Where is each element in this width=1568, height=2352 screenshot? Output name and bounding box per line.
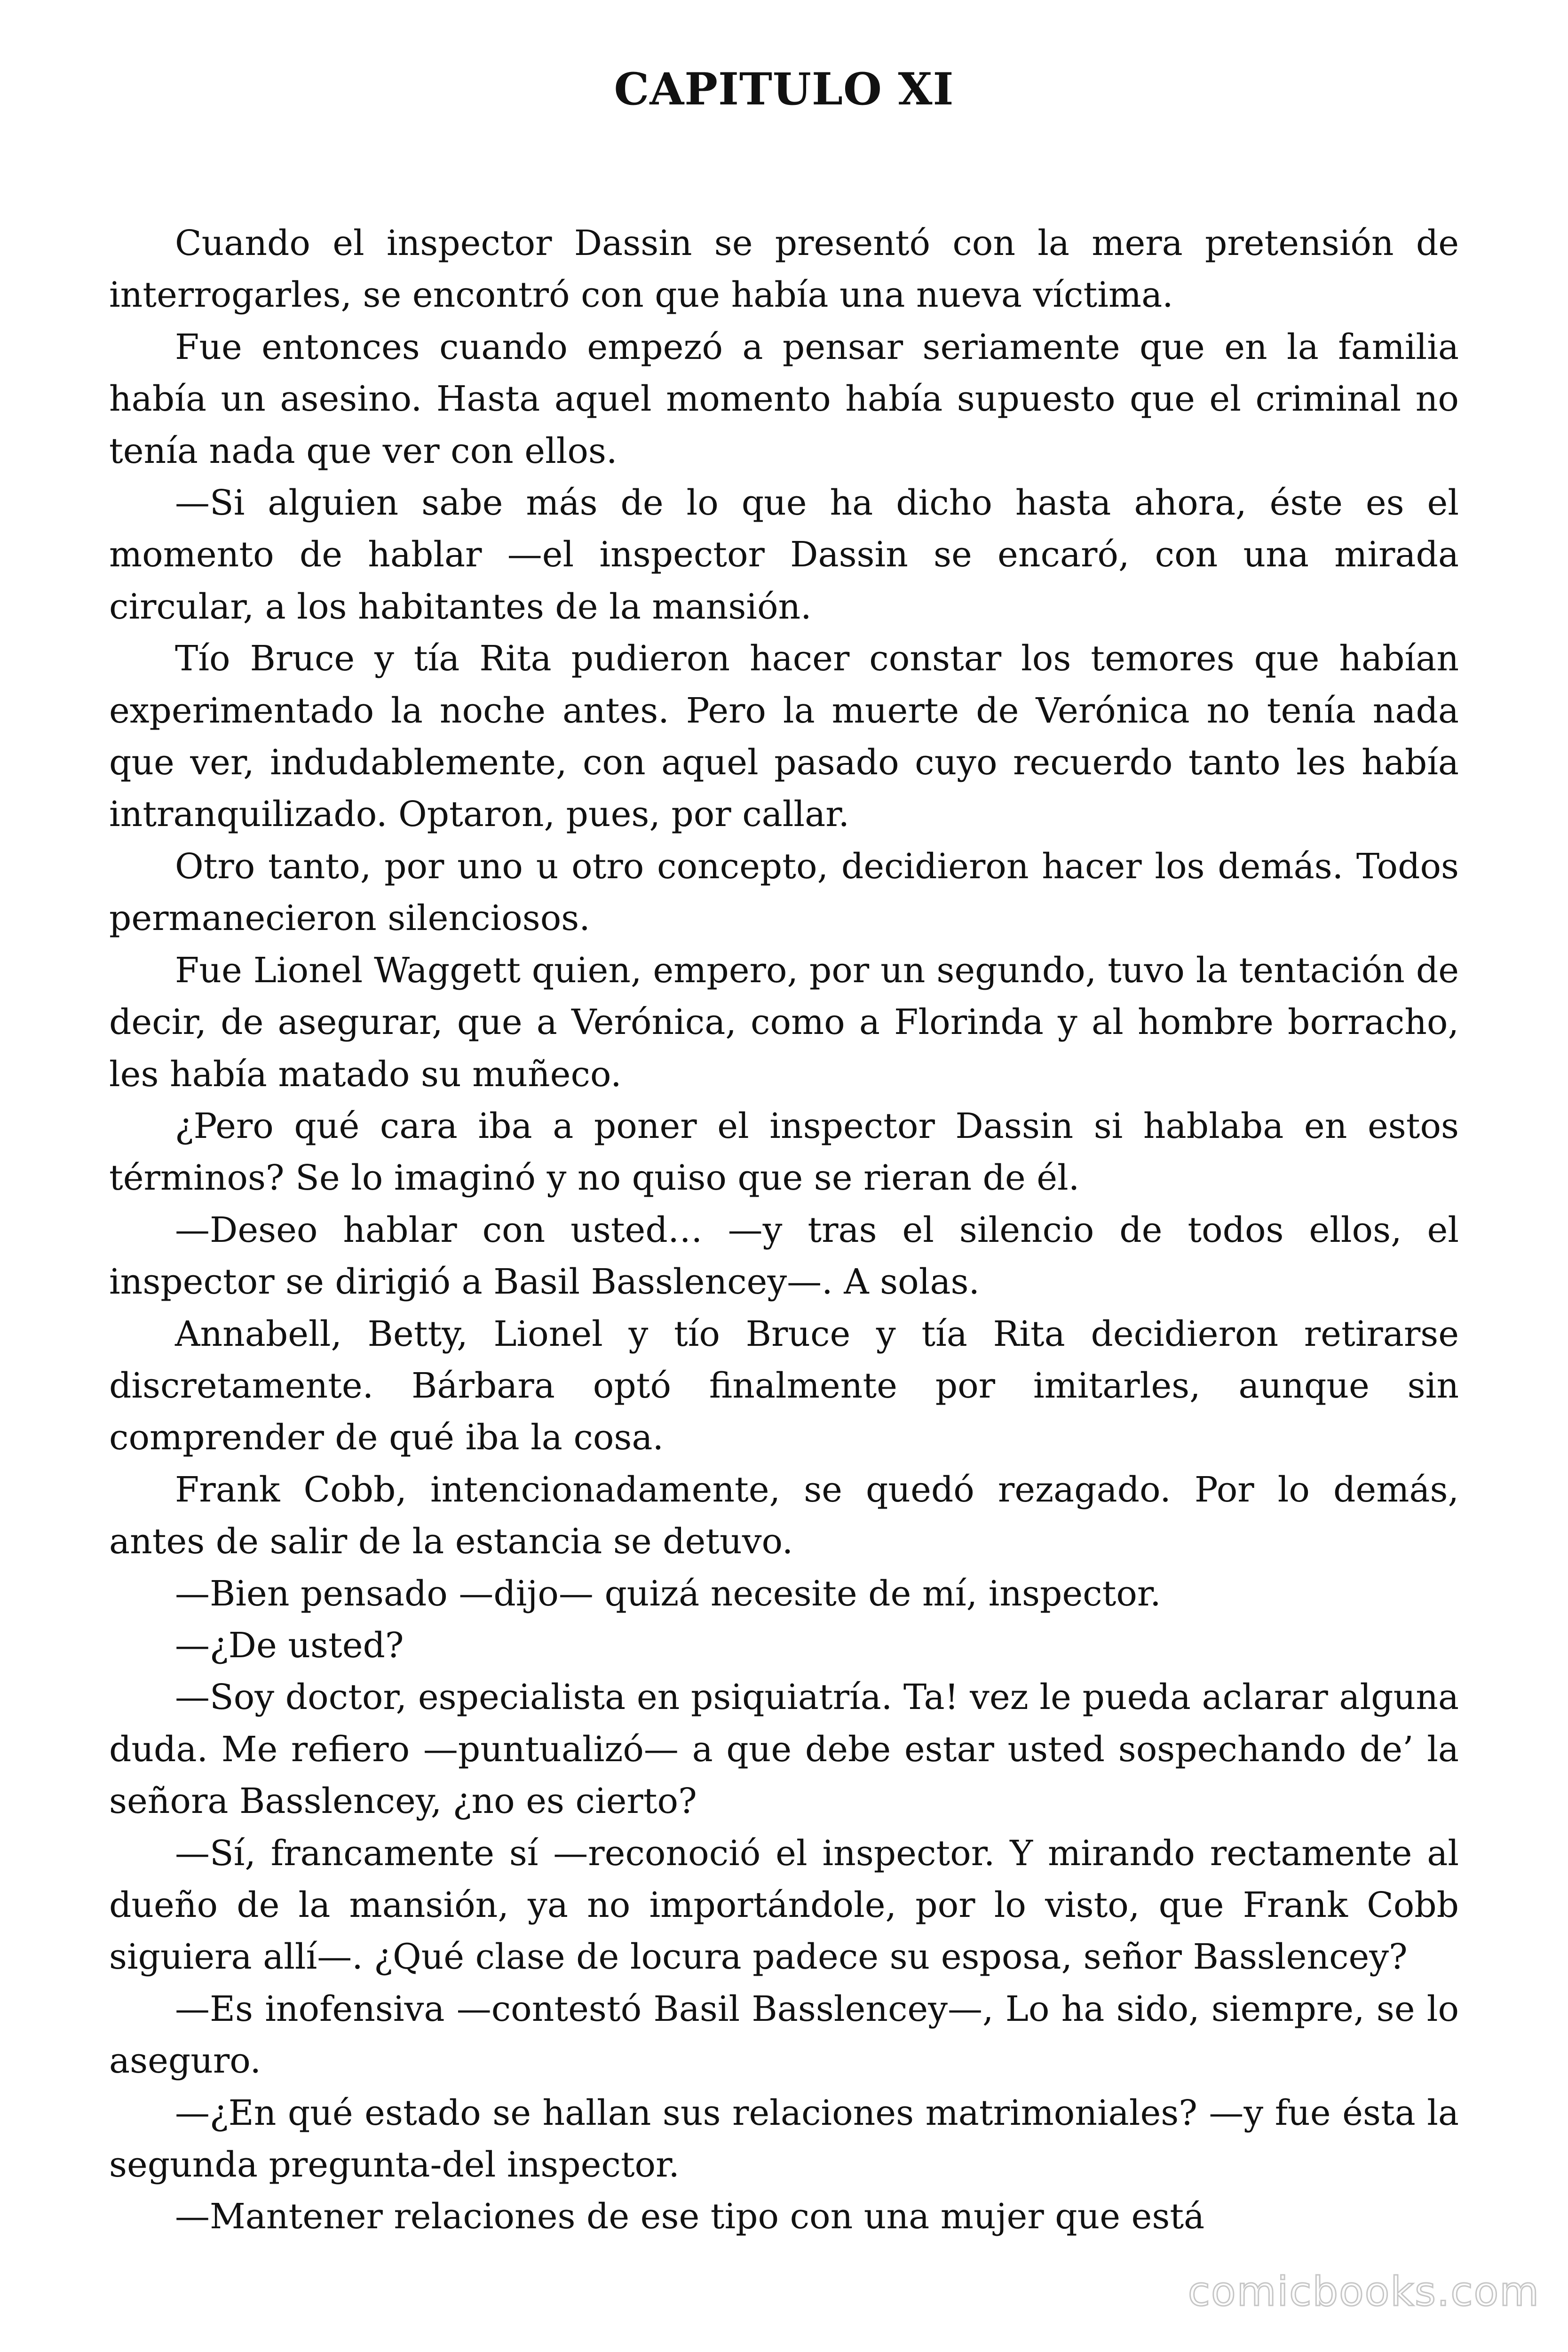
paragraph: Frank Cobb, intencionadamente, se quedó rezagado. Por lo demás, antes de salir de la estancia se detuvo. [109, 1469, 1459, 1562]
paragraph: —Si alguien sabe más de lo que ha dicho hasta ahora, éste es el momento de hablar —el inspector Dassin se encaró, con una mirada circular, a los habitantes de la mansión. [109, 483, 1459, 627]
chapter-title: CAPITULO XI [614, 64, 954, 115]
paragraph: Otro tanto, por uno u otro concepto, decidieron hacer los demás. Todos permanecieron silenciosos. [109, 846, 1459, 939]
paragraph: —Deseo hablar con usted… —y tras el silencio de todos ellos, el inspector se dirigió a Basil Basslencey—. A solas. [109, 1209, 1459, 1303]
paragraph: —Bien pensado —dijo— quizá necesite de mí, inspector. [175, 1573, 1161, 1614]
paragraph: Fue entonces cuando empezó a pensar seriamente que en la familia había un asesino. Hasta aquel momento había supuesto que el criminal no tenía nada que ver con ellos. [109, 326, 1459, 471]
paragraph-last: —Mantener relaciones de ese tipo con una mujer que está [175, 2196, 1205, 2237]
paragraph: Fue Lionel Waggett quien, empero, por un segundo, tuvo la tentación de decir, de asegurar, que a Verónica, como a Florinda y al hombre borracho, les había matado su muñeco. [109, 950, 1459, 1095]
paragraph: —Sí, francamente sí —reconoció el inspector. Y mirando rectamente al dueño de la mansión, ya no importándole, por lo visto, que Frank Cobb siguiera allí—. ¿Qué clase de locura padece su esposa, señor Basslencey? [109, 1833, 1459, 1978]
site-watermark: comicbooks.com [1188, 2268, 1540, 2315]
paragraph: Cuando el inspector Dassin se presentó con la mera pretensión de interrogarles, se encontró con que había una nueva víctima. [109, 223, 1459, 316]
paragraph: —Soy doctor, especialista en psiquiatría. Ta! vez le pueda aclarar alguna duda. Me refiero —puntualizó— a que debe estar usted sospechando de’ la señora Basslencey, ¿no es cierto? [109, 1677, 1459, 1822]
paragraph: —¿En qué estado se hallan sus relaciones matrimoniales? —y fue ésta la segunda pregunta-del inspector. [109, 2092, 1459, 2185]
paragraph: Tío Bruce y tía Rita pudieron hacer constar los temores que habían experimentado la noche antes. Pero la muerte de Verónica no tenía nada que ver, indudablemente, con aquel pasado cuyo recuerdo tanto les había intranquilizado. Optaron, pues, por callar. [109, 638, 1459, 835]
paragraph: ¿Pero qué cara iba a poner el inspector Dassin si hablaba en estos términos? Se lo imaginó y no quiso que se rieran de él. [109, 1105, 1459, 1199]
paragraph: Annabell, Betty, Lionel y tío Bruce y tía Rita decidieron retirarse discretamente. Bárbara optó finalmente por imitarles, aunque sin comprender de qué iba la cosa. [109, 1313, 1459, 1458]
paragraph: —Es inofensiva —contestó Basil Basslencey—, Lo ha sido, siempre, se lo aseguro. [109, 1988, 1459, 2082]
chapter-body [109, 217, 1459, 2243]
paragraph: —¿De usted? [175, 1625, 404, 1666]
